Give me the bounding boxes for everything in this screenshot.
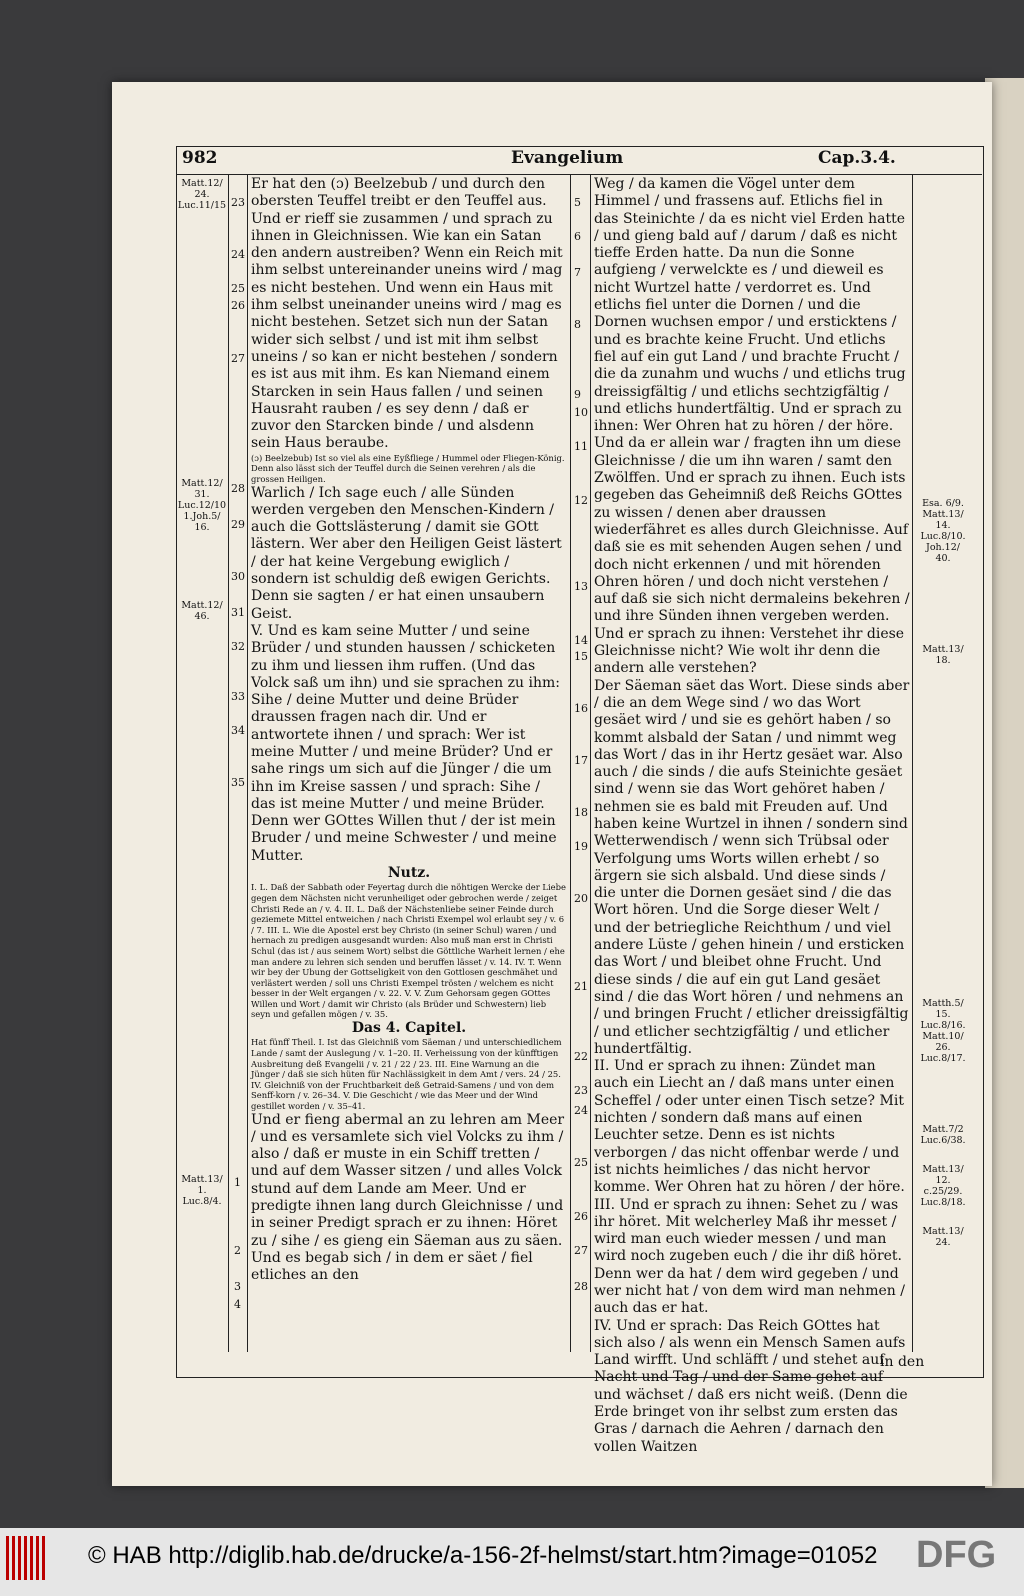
scripture-text: Er hat den (ɔ) Beelzebub / und durch den obersten Teuffel treibt er den Teuffel aus. Und er rieff sie zusammen / und sprach zu ihnen in Gleichnissen. Wie kan ein Satan den andern austreiben? Wenn ein Reich mit ihm selbst untereinander uneins wird / mag es nicht bestehen. Und wenn ein Haus mit ihm selbst uneinander uneins wird / mag es nicht bestehen. Setzet sich nun der Satan wider sich selbst / und ist mit ihm selbst uneins / so kan er nicht bestehen / sondern es ist aus mit ihm. Es kan Niemand einem Starcken in sein Haus fallen / und seinen Hausraht rauben / es sey denn / daß er zuvor den Starcken binde / und alsdenn sein Haus beraube. (251, 176, 563, 452)
verse-number: 5 (574, 196, 581, 209)
left-column (251, 176, 567, 1285)
verse-number: 23 (574, 1084, 588, 1097)
verse-number: 23 (231, 196, 245, 209)
verse-number: 15 (574, 650, 588, 663)
section-heading: Nutz. (387, 865, 431, 882)
verse-number: 26 (231, 299, 245, 312)
verse-number: 18 (574, 806, 588, 819)
margin-ref: Matt.13/ 18. (922, 644, 964, 666)
commentary-text: I. L. Daß der Sabbath oder Feyertag durch die nöhtigen Wercke der Liebe gegen dem Nächsten nicht verunheiliget oder gebrochen werde / zeiget Christi Rede an / v. 4. II. L. Daß der Nächstenliebe seiner Feinde durch geziemete Mittel entweichen / nach Christi Exempel wol erlaubt sey / v. 6 / 7. III. L. Wie die Apostel erst bey Christo (in seiner Schul) waren / und hernach zu predigen ausgesandt wurden: Also muß man erst in Christi Schul (das ist / aus seinem Wort) selbst die Göttliche Warheit lernen / ehe man andere zu lehren sich senden und beruffen lässet / v. 14. IV. T. Wenn wir bey der Ubung der Gottseligkeit von den Gottlosen geschmähet und verlästert werden / soll uns Christi Exempel trösten / welchem es nicht besser in der Welt ergangen / v. 22. V. V. Zum Gehorsam gegen GOttes Willen und Wort / damit wir Christo (als Brüder und Schwestern) lieb seyn und gefallen mögen / v. 35. (251, 882, 566, 1020)
verse-number: 1 (234, 1176, 241, 1189)
margin-ref: Matth.5/ 15. Luc.8/16. Matt.10/ 26. Luc.8/17. (920, 998, 966, 1064)
barcode-icon (6, 1536, 46, 1580)
verse-number: 9 (574, 388, 581, 401)
dfg-logo: DFG (916, 1534, 997, 1576)
margin-ref: Matt.12/ 24. Luc.11/15 (177, 178, 227, 211)
verse-number: 33 (231, 690, 245, 703)
verse-number: 12 (574, 494, 588, 507)
verse-number: 16 (574, 702, 588, 715)
verse-number: 29 (231, 518, 245, 531)
scripture-text: Der Säeman säet das Wort. Diese sinds aber / die an dem Wege sind / wo das Wort gesäet wird / und sie es gehört haben / so kommt alsbald der Satan / und nimmt weg das Wort / das in ihr Hertz gesäet war. Also auch / die sinds / die aufs Steinichte gesäet sind / wenn sie das Wort gehöret haben / nehmen sie es bald mit Freuden auf. Und haben keine Wurtzel in ihnen / sondern sind Wetterwendisch / wenn sich Trübsal oder Verfolgung ums Worts willen erhebt / so ärgern sie sich alsbald. Und diese sinds / die unter die Dornen gesäet sind / die das Wort hören. Und die Sorge dieser Welt / und der betriegliche Reichthum / und viel andere Lüste / gehen hinein / und ersticken das Wort / und bleibet ohne Frucht. Und diese sinds / die auf ein gut Land gesäet sind / die das Wort hören / und nehmens an / und bringen Frucht / etlicher dreissigfältig / und etlicher sechtzigfältig / und etlicher hundertfältig. (594, 677, 910, 1057)
verse-number: 31 (231, 606, 245, 619)
verse-number: 22 (574, 1050, 588, 1063)
verse-number: 14 (574, 634, 588, 647)
verse-number: 19 (574, 840, 588, 853)
verse-number: 25 (231, 282, 245, 295)
margin-ref: Matt.12/ 31. Luc.12/10 1.Joh.5/ 16. (177, 478, 227, 533)
verse-number: 7 (574, 266, 581, 279)
margin-ref: Matt.12/ 46. (181, 600, 223, 622)
margin-ref: Matt.7/2 Luc.6/38. (920, 1124, 966, 1146)
verse-number: 10 (574, 406, 588, 419)
verse-number: 27 (231, 352, 245, 365)
verse-number: 24 (231, 248, 245, 261)
footer-bar (0, 1528, 1024, 1596)
scripture-text: Warlich / Ich sage euch / alle Sünden werden vergeben den Menschen-Kindern / auch die Gottslästerung / damit sie GOtt lästern. Wer aber den Heiligen Geist lästert / der hat keine Vergebung ewiglich / sondern ist schuldig deß ewigen Gerichts. Denn sie sagten / er hat einen unsaubern Geist. (251, 484, 562, 622)
verse-number: 32 (231, 640, 245, 653)
verse-number: 8 (574, 318, 581, 331)
verse-number: 28 (231, 482, 245, 495)
scripture-text: V. Und es kam seine Mutter / und seine Brüder / und stunden haussen / schicketen zu ihm und liessen ihm ruffen. (Und das Volck saß um ihn) und sie sprachen zu ihm: Sihe / deine Mutter und deine Brüder draussen fragen nach dir. Und er antwortete ihnen / und sprach: Wer ist meine Mutter / und meine Brüder? Und er sahe rings um sich auf die Jünger / die um ihn im Kreise sassen / und sprach: Sihe / das ist meine Mutter / und meine Brüder. Denn wer GOttes Willen thut / der ist mein Bruder / und meine Schwester / und meine Mutter. (251, 622, 560, 864)
verse-number: 28 (574, 1280, 588, 1293)
scripture-text: II. Und er sprach zu ihnen: Zündet man auch ein Liecht an / daß mans unter einen Scheffel / oder unter einen Tisch setze? Mit nichten / sondern daß mans auf einen Leuchter setze. Denn es ist nichts verborgen / das nicht offenbar werde / und ist nichts heimliches / das nicht hervor komme. Wer Ohren hat zu hören / der höre. (594, 1058, 905, 1196)
verse-number: 17 (574, 754, 588, 767)
rule-left-margin (228, 174, 229, 1352)
chapter-label: Cap.3.4. (818, 148, 896, 168)
scripture-text: Und er fieng abermal an zu lehren am Meer / und es versamlete sich viel Volcks zu ihm / also / daß er muste in ein Schiff tretten / und auf dem Wasser sitzen / und alles Volck stund auf dem Lande am Meer. Und er predigte ihnen lang durch Gleichnisse / und in seiner Predigt sprach er zu ihnen: Höret zu / sihe / es gieng ein Säeman aus zu säen. Und es begab sich / in dem er säet / fiel etliches an den (251, 1111, 565, 1284)
margin-ref: Matt.13/ 12. c.25/29. Luc.8/18. (920, 1164, 966, 1208)
rule-left-numbers (247, 174, 248, 1352)
rule-center-right (590, 174, 591, 1352)
scripture-text: Weg / da kamen die Vögel unter dem Himmel / und frassens auf. Etlichs fiel in das Steinichte / da es nicht viel Erden hatte / und gieng bald auf / darum / daß es nicht tieffe Erden hatte. Da nun die Sonne aufgieng / verwelckte es / und dieweil es nicht Wurtzel hatte / verdorret es. Und etlichs fiel unter die Dornen / und die Dornen wuchsen empor / und ersticktens / und es brachte keine Frucht. Und etlichs fiel auf ein gut Land / und brachte Frucht / die da zunahm und wuchs / und etlichs trug dreissigfältig / und etlichs sechtzigfältig / und etlichs hundertfältig. Und er sprach zu ihnen: Wer Ohren hat zu hören / der höre. (594, 176, 906, 435)
margin-ref: Matt.13/ 24. (922, 1226, 964, 1248)
rule-center-left (570, 174, 571, 1352)
verse-number: 4 (234, 1298, 241, 1311)
verse-number: 3 (234, 1280, 241, 1293)
verse-number: 30 (231, 570, 245, 583)
chapter-heading: Das 4. Capitel. (351, 1020, 467, 1037)
chapter-summary: Hat fünff Theil. I. Ist das Gleichniß vom Säeman / und unterschiedlichem Lande / samt der Auslegung / v. 1–20. II. Verheissung von der künfftigen Ausbreitung deß Evangelii / v. 21 / 22 / 23. III. Eine Warnung an die Jünger / daß sie sich hüten für Nachlässigkeit in dem Amt / vers. 24 / 25. IV. Gleichniß von der Fruchtbarkeit deß Getraid-Samens / und von dem Senff-korn / v. 26–34. V. Die Geschicht / wie das Meer und der Wind gestillet worden / v. 35–41. (251, 1037, 562, 1111)
right-column (594, 176, 910, 1456)
verse-number: 34 (231, 724, 245, 737)
verse-number: 13 (574, 580, 588, 593)
footnote: (ɔ) Beelzebub) Ist so viel als eine Eyßfliege / Hummel oder Fliegen-König. Denn also lässt sich der Teuffel durch die Seinen verehren / als die grossen Heiligen. (251, 452, 565, 484)
scripture-text: III. Und er sprach zu ihnen: Sehet zu / was ihr höret. Mit welcherley Maß ihr messet / wird man euch wieder messen / und man wird noch zugeben euch / die ihr diß höret. Denn wer da hat / dem wird gegeben / und wer nicht hat / von dem wird man nehmen / auch das er hat. (594, 1196, 905, 1317)
margin-ref: Matt.13/ 1. Luc.8/4. (181, 1174, 223, 1207)
verse-number: 11 (574, 440, 588, 453)
margin-ref: Esa. 6/9. Matt.13/ 14. Luc.8/10. Joh.12/ 40. (920, 498, 966, 564)
verse-number: 26 (574, 1210, 588, 1223)
scripture-text: Und da er allein war / fragten ihn um diese Gleichnisse / die um ihn waren / samt den Zwölffen. Und er sprach zu ihnen. Euch ists gegeben das Geheimniß deß Reichs GOttes zu wissen / denen aber draussen wiederfähret es alles durch Gleichnisse. Auf daß sie es mit sehenden Augen sehen / und doch nicht erkennen / und mit hörenden Ohren hören / und doch nicht verstehen / auf daß sie sich nicht dermaleins bekehren / und ihre Sünden ihnen vergeben werden. Und er sprach zu ihnen: Verstehet ihr diese Gleichnisse nicht? Wie wolt ihr denn die andern alle verstehen? (594, 435, 910, 677)
running-title: Evangelium (511, 148, 624, 168)
verse-number: 20 (574, 892, 588, 905)
verse-number: 35 (231, 776, 245, 789)
verse-number: 6 (574, 230, 581, 243)
running-header (176, 146, 982, 175)
verse-number: 24 (574, 1104, 588, 1117)
verse-number: 27 (574, 1244, 588, 1257)
page-number: 982 (182, 148, 218, 168)
verse-number: 21 (574, 980, 588, 993)
rule-right-margin (912, 174, 913, 1352)
verse-number: 2 (234, 1244, 241, 1257)
verse-number: 25 (574, 1156, 588, 1169)
catchword: in den (880, 1354, 925, 1370)
scripture-text: IV. Und er sprach: Das Reich GOttes hat sich also / als wenn ein Mensch Samen aufs Land wirfft. Und schläfft / und stehet auf Nacht und Tag / und der Same gehet auf und wächset / daß ers nicht weiß. (Denn die Erde bringet von ihr selbst zum ersten das Gras / darnach die Aehren / darnach den vollen Waitzen (594, 1317, 908, 1455)
source-link[interactable]: © HAB http://diglib.hab.de/drucke/a-156-2f-helmst/start.htm?image=01052 (88, 1542, 878, 1569)
